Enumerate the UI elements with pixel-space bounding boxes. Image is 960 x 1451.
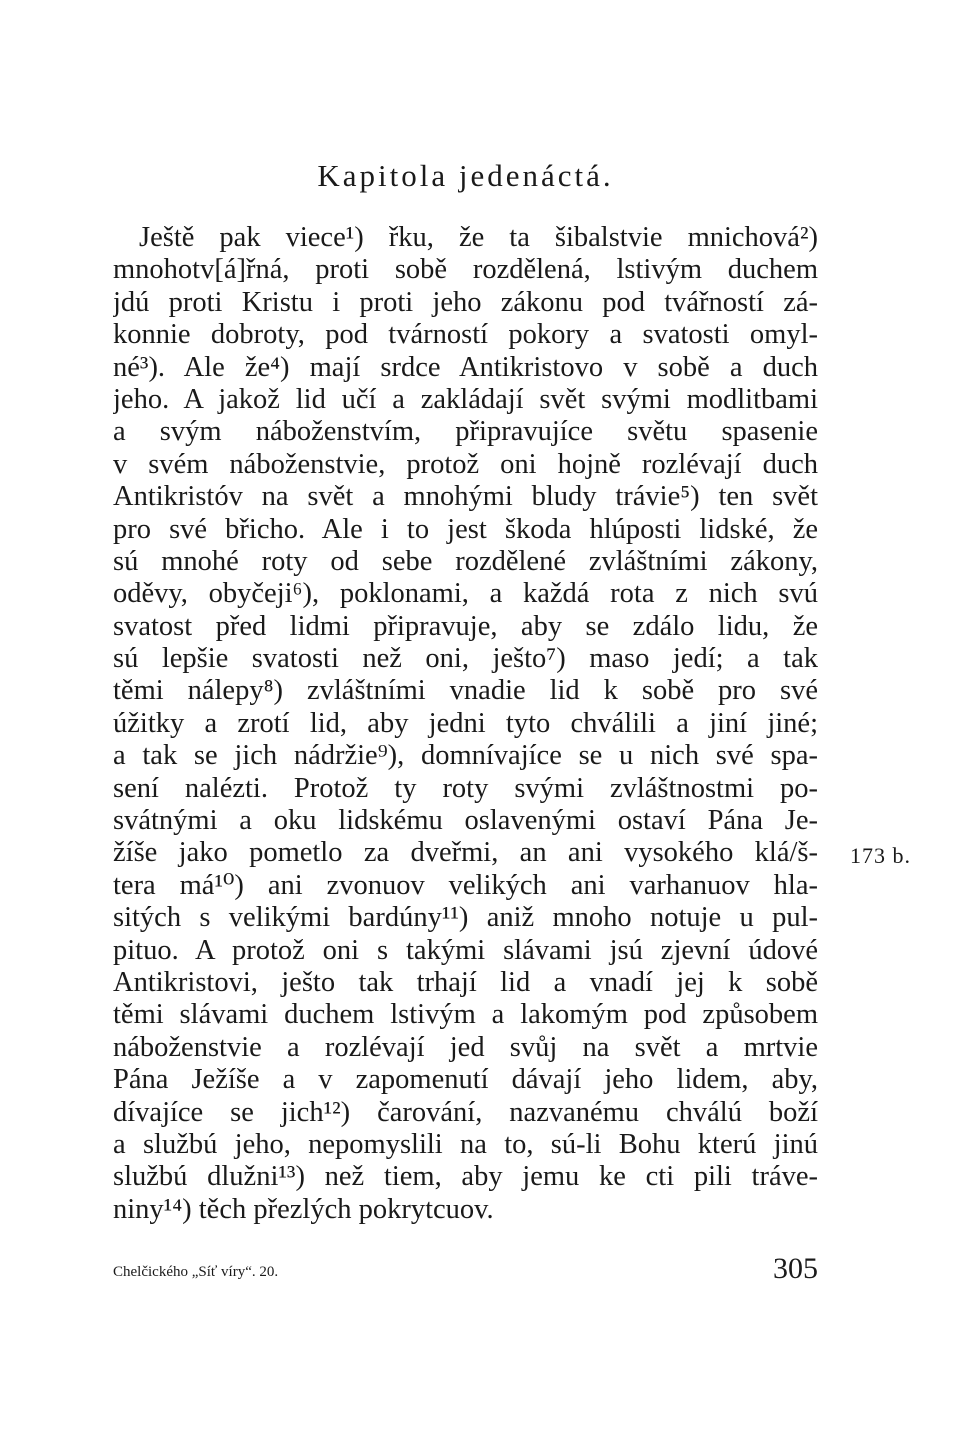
- text-line: konnie dobroty, pod tvárností pokory a svatosti omyl-: [113, 319, 818, 351]
- text-line: sitých s velikými bardúny¹¹) aniž mnoho notuje u pul-: [113, 902, 818, 934]
- text-line: žíše jako pometlo za dveřmi, an ani vysokého klá/š-: [113, 837, 818, 869]
- text-line: niny¹⁴) těch přezlých pokrytcuov.: [113, 1193, 494, 1225]
- text-line: těmi slávami duchem lstivým a lakomým pod způsobem: [113, 999, 818, 1031]
- text-line: tera má¹⁰) ani zvonuov velikých ani varhanuov hla-: [113, 869, 818, 901]
- text-line: a tak se jich nádržie⁹), domnívajíce se u nich své spa-: [113, 740, 818, 772]
- text-line: sení nalézti. Protož ty roty svými zvláštnostmi po-: [113, 772, 818, 804]
- text-line: mnohotv[á]řná, proti sobě rozdělená, lstivým duchem: [113, 254, 818, 286]
- text-line: dívajíce se jich¹²) čarování, nazvanému chválú boží: [113, 1096, 818, 1128]
- text-line: pituo. A protož oni s takými slávami jsú zjevní údové: [113, 934, 818, 966]
- text-line: Antikristóv na svět a mnohými bludy trávie⁵) ten svět: [113, 481, 818, 513]
- text-line: svátnými a oku lidskému oslavenými ostaví Pána Je-: [113, 805, 818, 837]
- text-line: úžitky a zrotí lid, aby jedni tyto chválili a jiní jiné;: [113, 707, 818, 739]
- text-line: a svým náboženstvím, připravujíce světu spasenie: [113, 416, 818, 448]
- text-line: sú mnohé roty od sebe rozdělené zvláštními zákony,: [113, 545, 818, 577]
- text-line: těmi nálepy⁸) zvláštními vnadie lid k sobě pro své: [113, 675, 818, 707]
- page-number: 305: [773, 1252, 818, 1285]
- text-line: v svém náboženstvie, protož oni hojně rozlévají duch: [113, 448, 818, 480]
- text-line: sú lepšie svatosti než oni, ješto⁷) maso jedí; a tak: [113, 643, 818, 675]
- chapter-body: [113, 222, 818, 1226]
- text-line: né³). Ale že⁴) mají srdce Antikristovo v sobě a duch: [113, 351, 818, 383]
- text-line: Antikristovi, ješto tak trhají lid a vnadí jej k sobě: [113, 966, 818, 998]
- text-line: náboženstvie a rozlévají jed svůj na svět a mrtvie: [113, 1031, 818, 1063]
- text-line: svatost před lidmi připravuje, aby se zdálo lidu, že: [113, 610, 818, 642]
- footer-signature: Chelčického „Síť víry“. 20.: [113, 1264, 279, 1280]
- text-line: Pána Ježíše a v zapomenutí dávají jeho lidem, aby,: [113, 1064, 818, 1096]
- chapter-heading: Kapitola jedenáctá.: [317, 158, 614, 193]
- folio-margin-note: 173 b.: [850, 843, 911, 868]
- text-line: oděvy, obyčeji⁶), poklonami, a každá rota z nich svú: [113, 578, 818, 610]
- text-line: jdú proti Kristu i proti jeho zákonu pod tvářností zá-: [113, 286, 818, 318]
- text-line: a službú jeho, nepomyslili na to, sú-li Bohu kterú jinú: [113, 1128, 818, 1160]
- text-line: pro své břicho. Ale i to jest škoda hlúposti lidské, že: [113, 513, 818, 545]
- text-line: službú dlužni¹³) než tiem, aby jemu ke cti pili tráve-: [113, 1161, 818, 1193]
- text-line: jeho. A jakož lid učí a zakládají svět svými modlitbami: [113, 383, 818, 415]
- text-line: Ještě pak viece¹) řku, že ta šibalstvie mnichová²): [139, 222, 818, 253]
